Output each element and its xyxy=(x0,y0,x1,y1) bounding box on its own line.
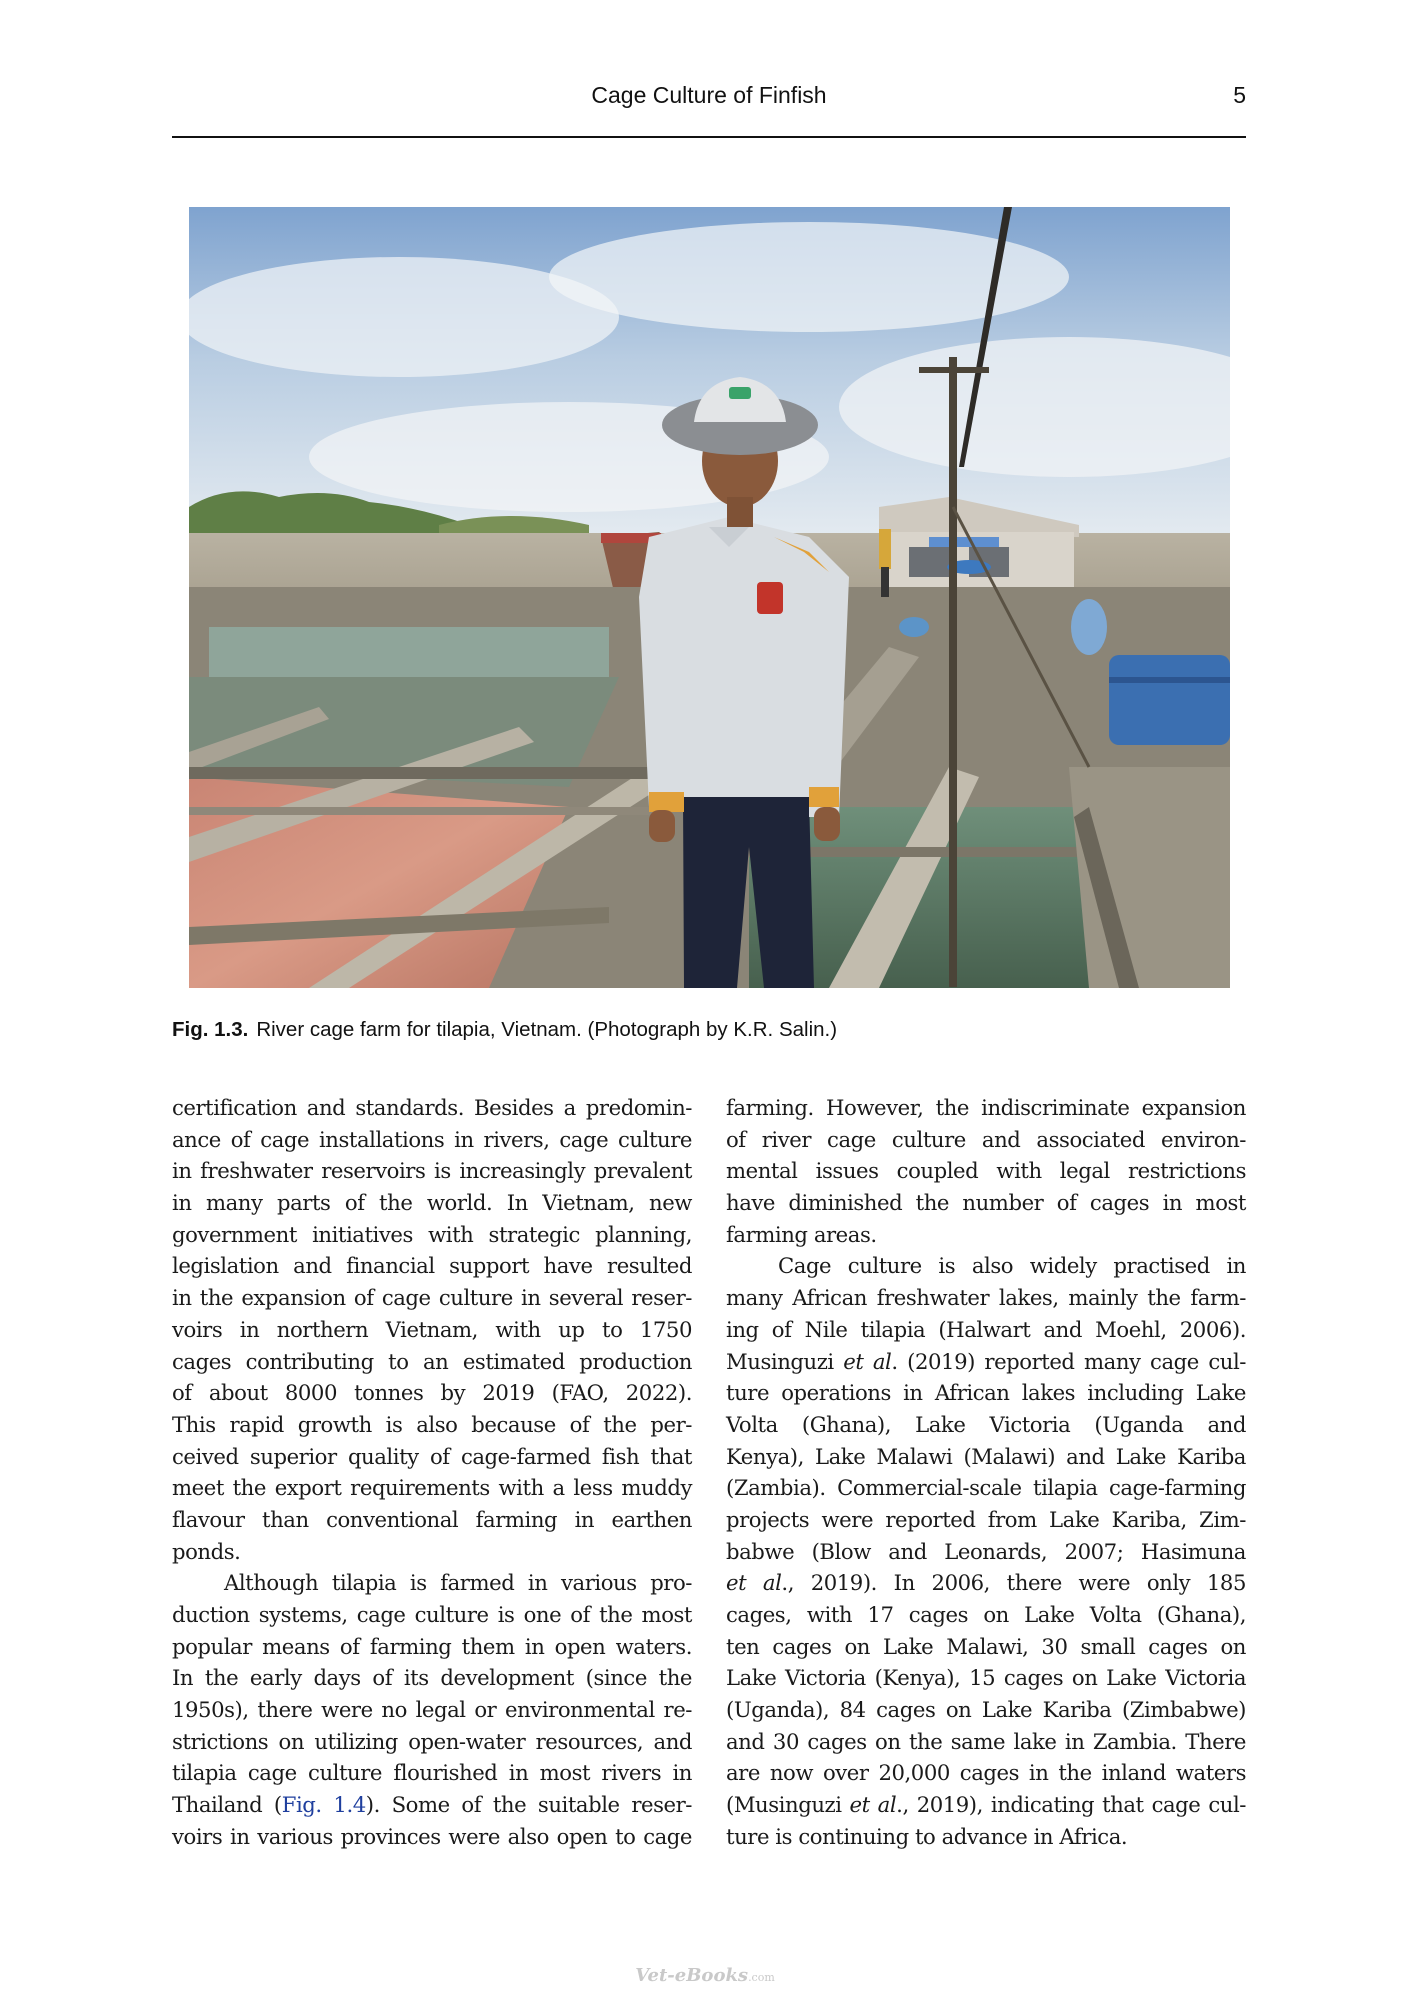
figure-label: Fig. 1.3. xyxy=(172,1018,249,1041)
text-line: cages, with 17 cages on Lake Volta (Ghana), xyxy=(726,1602,1246,1627)
text-line: and 30 cages on the same lake in Zambia. There xyxy=(726,1728,1246,1754)
text-line: Volta (Ghana), Lake Victoria (Uganda and xyxy=(726,1411,1246,1437)
text-line: certification and standards. Besides a predomin- xyxy=(172,1095,692,1120)
figure-caption xyxy=(172,1018,1246,1042)
body-column-right xyxy=(726,1092,1246,1853)
text-line xyxy=(726,1789,1246,1821)
text-fragment: . (2019) reported many cage cul- xyxy=(891,1348,1246,1374)
text-line: ture operations in African lakes including Lake xyxy=(726,1380,1246,1406)
page-number: 5 xyxy=(1233,82,1246,108)
text-line: duction systems, cage culture is one of the most xyxy=(172,1602,692,1627)
text-line xyxy=(726,1346,1246,1378)
text-line xyxy=(172,1789,692,1821)
text-line: ing of Nile tilapia (Halwart and Moehl, 2006). xyxy=(726,1316,1246,1342)
figure-caption-text: River cage farm for tilapia, Vietnam. (Photograph by K.R. Salin.) xyxy=(256,1018,838,1041)
text-line: government initiatives with strategic planning, xyxy=(172,1221,692,1247)
watermark-suffix: .com xyxy=(748,1971,775,1984)
text-line: 1950s), there were no legal or environmental re- xyxy=(172,1697,692,1723)
text-fragment-italic: et al xyxy=(726,1570,782,1596)
text-line: many African freshwater lakes, mainly the farm- xyxy=(726,1285,1246,1311)
text-line: farming. However, the indiscriminate expansion xyxy=(726,1095,1246,1120)
text-line: ture is continuing to advance in Africa. xyxy=(726,1823,1128,1849)
watermark-brand: Vet-eBooks xyxy=(635,1965,749,1986)
text-line: legislation and financial support have resulted xyxy=(172,1253,692,1279)
text-line: cages contributing to an estimated production xyxy=(172,1348,692,1374)
text-line: farming areas. xyxy=(726,1221,877,1247)
text-line: flavour than conventional farming in earthen xyxy=(172,1506,692,1532)
text-line: mental issues coupled with legal restrictions xyxy=(726,1158,1246,1184)
text-line: tilapia cage culture flourished in most rivers in xyxy=(172,1760,692,1786)
text-fragment: ). Some of the suitable reser- xyxy=(365,1792,692,1818)
text-line: in freshwater reservoirs is increasingly prevalent xyxy=(172,1158,692,1184)
text-line: strictions on utilizing open-water resources, and xyxy=(172,1728,692,1754)
text-line: This rapid growth is also because of the per- xyxy=(172,1411,692,1437)
text-line xyxy=(726,1567,1246,1599)
text-line: In the early days of its development (since the xyxy=(172,1665,692,1691)
text-line: Kenya), Lake Malawi (Malawi) and Lake Kariba xyxy=(726,1443,1246,1469)
text-fragment: Musinguzi xyxy=(726,1348,844,1374)
text-line: have diminished the number of cages in most xyxy=(726,1190,1246,1216)
text-line: ceived superior quality of cage-farmed fish that xyxy=(172,1443,692,1469)
watermark-logo xyxy=(620,1965,790,1986)
body-column-left xyxy=(172,1092,692,1853)
text-line: Lake Victoria (Kenya), 15 cages on Lake Victoria xyxy=(726,1665,1246,1691)
text-line: in the expansion of cage culture in several reser- xyxy=(172,1285,692,1311)
text-line: ten cages on Lake Malawi, 30 small cages on xyxy=(726,1633,1246,1659)
text-line: of river cage culture and associated environ- xyxy=(726,1126,1246,1152)
text-line: voirs in various provinces were also open to cage xyxy=(172,1823,692,1849)
header-rule xyxy=(172,136,1246,138)
running-title: Cage Culture of Finfish xyxy=(591,82,827,108)
text-line: popular means of farming them in open waters. xyxy=(172,1633,692,1659)
running-head xyxy=(172,78,1246,118)
text-line: babwe (Blow and Leonards, 2007; Hasimuna xyxy=(726,1538,1246,1564)
text-line: projects were reported from Lake Kariba, Zim- xyxy=(726,1506,1246,1532)
text-fragment: ., 2019), indicating that cage cul- xyxy=(896,1792,1246,1818)
text-fragment-italic: et al xyxy=(849,1792,897,1818)
text-line: (Zambia). Commercial-scale tilapia cage-farming xyxy=(726,1475,1246,1501)
text-line: in many parts of the world. In Vietnam, new xyxy=(172,1190,692,1216)
text-line: Cage culture is also widely practised in xyxy=(778,1253,1246,1279)
text-fragment: ., 2019). In 2006, there were only 185 xyxy=(781,1570,1246,1596)
text-fragment-italic: et al xyxy=(843,1348,892,1374)
text-fragment: Thailand ( xyxy=(172,1792,282,1818)
text-line: of about 8000 tonnes by 2019 (FAO, 2022). xyxy=(172,1380,692,1406)
figure-photo xyxy=(189,207,1230,988)
text-line: are now over 20,000 cages in the inland waters xyxy=(726,1760,1246,1786)
text-fragment: (Musinguzi xyxy=(726,1792,850,1818)
text-line: ance of cage installations in rivers, cage culture xyxy=(172,1126,692,1152)
text-line: ponds. xyxy=(172,1538,241,1564)
text-line: voirs in northern Vietnam, with up to 1750 xyxy=(172,1316,692,1342)
figure-link[interactable]: Fig. 1.4 xyxy=(281,1792,366,1818)
text-line: Although tilapia is farmed in various pro- xyxy=(224,1570,692,1596)
text-line: (Uganda), 84 cages on Lake Kariba (Zimbabwe) xyxy=(726,1697,1246,1723)
text-line: meet the export requirements with a less muddy xyxy=(172,1475,692,1501)
